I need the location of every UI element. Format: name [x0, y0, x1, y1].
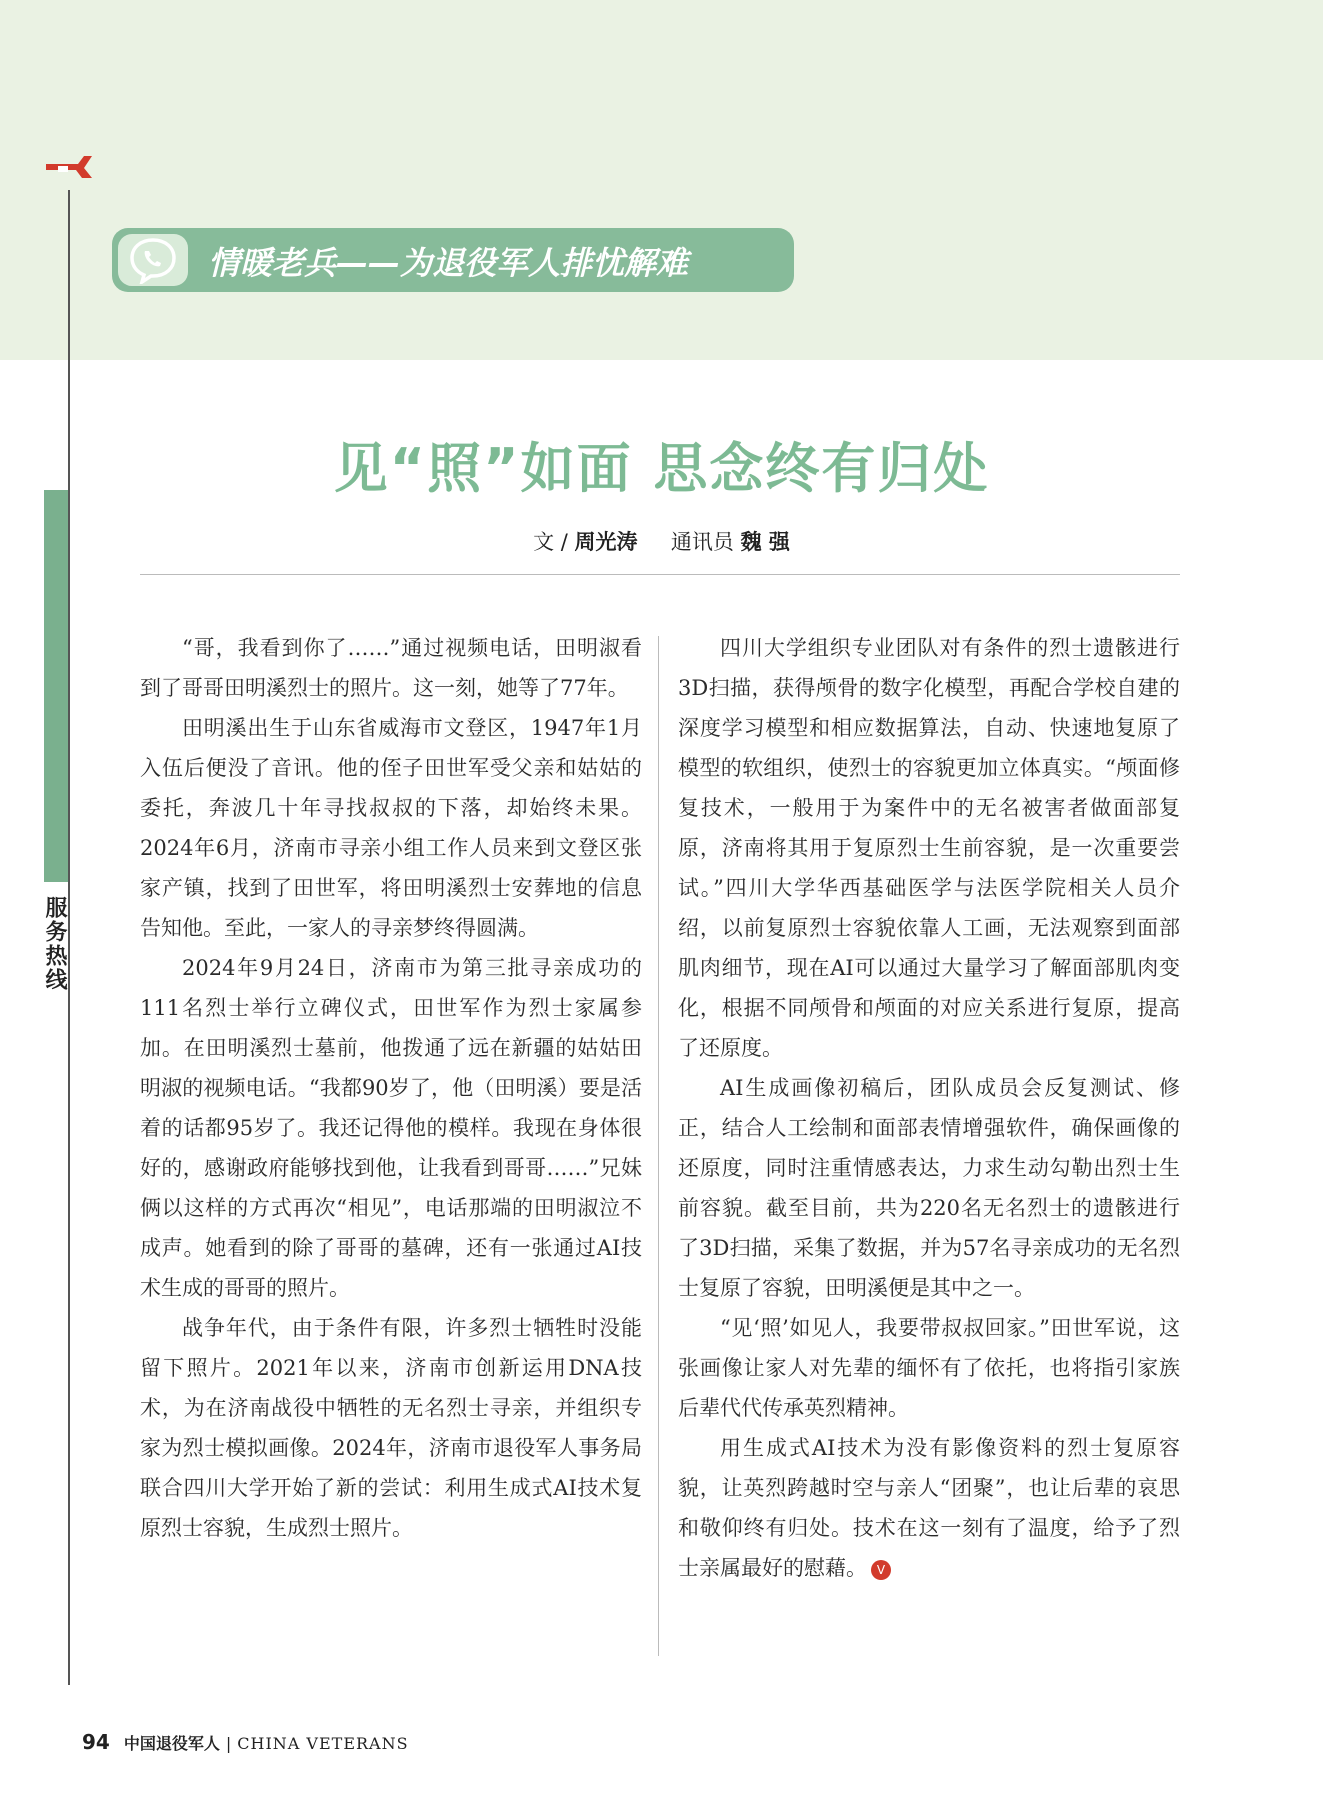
byline-prefix: 文 / [533, 530, 575, 554]
paragraph: “见‘照’如见人，我要带叔叔回家。”田世军说，这张画像让家人对先辈的缅怀有了依托，也将指引家族后辈代代传承英烈精神。 [678, 1316, 1180, 1420]
paragraph: “哥，我看到你了……”通过视频电话，田明淑看到了哥哥田明溪烈士的照片。这一刻，她等了77年。 [140, 636, 642, 700]
banner-title: 情暖老兵——为退役军人排忧解难 [208, 244, 689, 282]
article-title: 见“照”如面 思念终有归处 [333, 437, 990, 500]
magazine-logo-icon [44, 148, 94, 182]
paragraph: 2024年9月24日，济南市为第三批寻亲成功的111名烈士举行立碑仪式，田世军作为烈士家属参加。在田明溪烈士墓前，他拨通了远在新疆的姑姑田明淑的视频电话。“我都90岁了，他（田明溪）要是活着的话都95岁了。我还记得他的模样。我现在身体很好的，感谢政府能够找到他，让我看到哥哥……”兄妹俩以这样的方式再次“相见”，电话那端的田明淑泣不成声。她看到的除了哥哥的墓碑，还有一张通过AI技术生成的哥哥的照片。 [140, 956, 642, 1300]
paragraph: AI生成画像初稿后，团队成员会反复测试、修正，结合人工绘制和面部表情增强软件，确保画像的还原度，同时注重情感表达，力求生动勾勒出烈士生前容貌。截至目前，共为220名无名烈士的遗骸进行了3D扫描，采集了数据，并为57名寻亲成功的无名烈士复原了容貌，田明溪便是其中之一。 [678, 1076, 1180, 1300]
phone-chat-icon [128, 236, 178, 284]
paragraph: 四川大学组织专业团队对有条件的烈士遗骸进行3D扫描，获得颅骨的数字化模型，再配合学校自建的深度学习模型和相应数据算法，自动、快速地复原了模型的软组织，使烈士的容貌更加立体真实。“颅面修复技术，一般用于为案件中的无名被害者做面部复原，济南将其用于复原烈士生前容貌，是一次重要尝试。”四川大学华西基础医学与法医学院相关人员介绍，以前复原烈士容貌依靠人工画，无法观察到面部肌肉细节，现在AI可以通过大量学习了解面部肌肉变化，根据不同颅骨和颅面的对应关系进行复原，提高了还原度。 [678, 636, 1180, 1060]
page-footer [82, 1730, 409, 1754]
header-band [0, 0, 1323, 360]
banner-icon-box [118, 234, 188, 286]
paragraph: 田明溪出生于山东省威海市文登区，1947年1月入伍后便没了音讯。他的侄子田世军受父亲和姑姑的委托，奔波几十年寻找叔叔的下落，却始终未果。2024年6月，济南市寻亲小组工作人员来到文登区张家产镇，找到了田世军，将田明溪烈士安葬地的信息告知他。至此，一家人的寻亲梦终得圆满。 [140, 716, 642, 940]
article-column-right [678, 628, 1180, 1588]
article-column-left [140, 628, 642, 1548]
page-number: 94 [82, 1730, 110, 1754]
byline-correspondent-label: 通讯员 [670, 530, 741, 554]
paragraph-final-text: 用生成式AI技术为没有影像资料的烈士复原容貌，让英烈跨越时空与亲人“团聚”，也让后辈的哀思和敬仰终有归处。技术在这一刻有了温度，给予了烈士亲属最好的慰藉。 [678, 1436, 1180, 1580]
footer-separator: | [225, 1734, 232, 1753]
paragraph-final [678, 1428, 1180, 1588]
byline [0, 526, 1323, 556]
section-side-label: 服务热线 [42, 896, 67, 992]
column-divider [658, 636, 659, 1656]
magazine-name-cn: 中国退役军人 [123, 1734, 220, 1753]
paragraph: 战争年代，由于条件有限，许多烈士牺牲时没能留下照片。2021年以来，济南市创新运用DNA技术，为在济南战役中牺牲的无名烈士寻亲，并组织专家为烈士模拟画像。2024年，济南市退役军人事务局联合四川大学开始了新的尝试：利用生成式AI技术复原烈士容貌，生成烈士照片。 [140, 1316, 642, 1540]
section-banner [112, 228, 794, 292]
byline-correspondent: 魏 强 [740, 530, 790, 554]
magazine-name-en: CHINA VETERANS [237, 1734, 409, 1753]
title-divider [140, 574, 1180, 575]
end-mark-icon: V [871, 1560, 891, 1580]
byline-author: 周光涛 [574, 530, 638, 554]
